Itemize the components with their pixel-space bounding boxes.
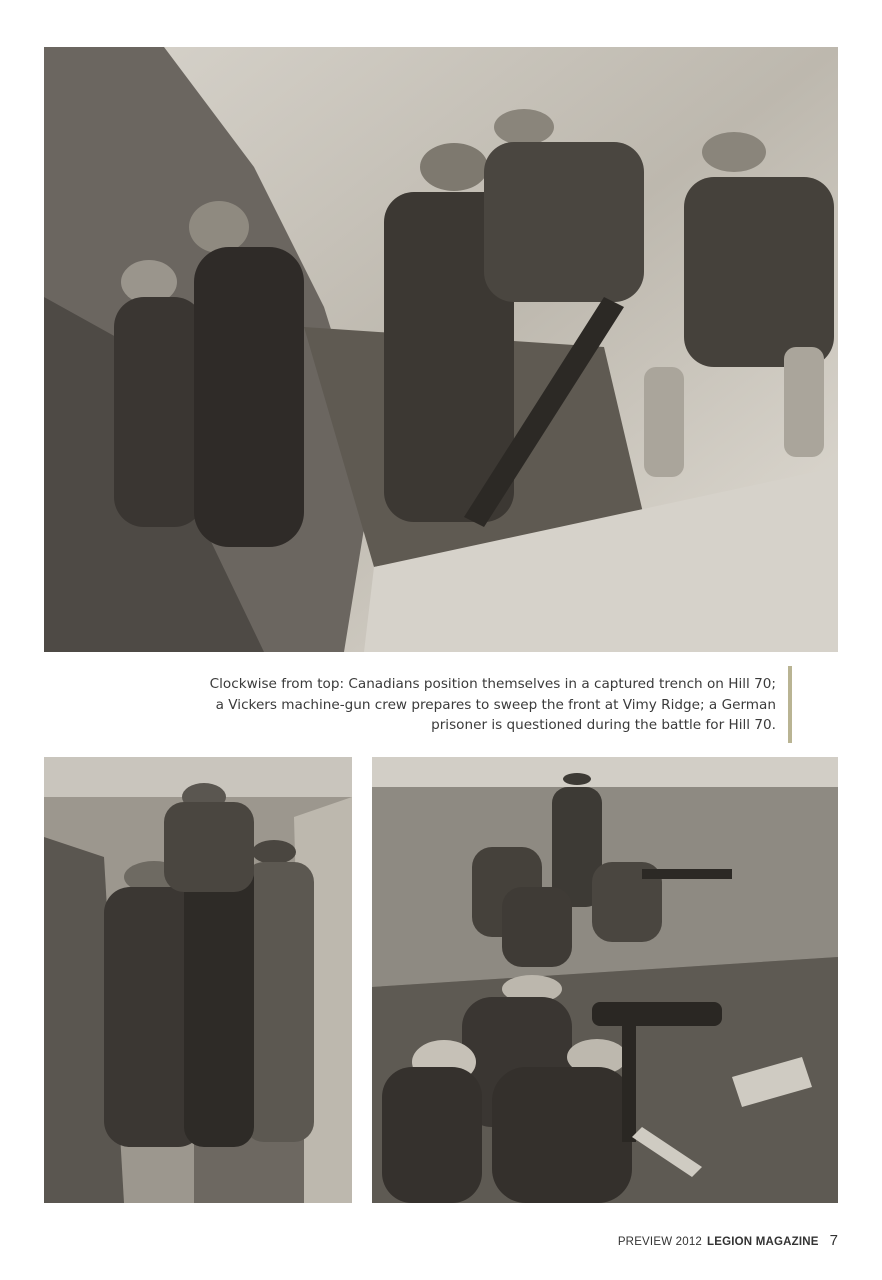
photo-german-prisoner: [44, 757, 352, 1203]
photo-vickers-crew: [372, 757, 838, 1203]
photo-trench-hill-70-image: [44, 47, 838, 652]
page-number: 7: [829, 1232, 838, 1249]
photo-caption: [150, 674, 776, 736]
caption-accent-bar: [788, 666, 792, 743]
photo-trench-hill-70: [44, 47, 838, 652]
caption-line-3: prisoner is questioned during the battle for Hill 70.: [431, 717, 776, 733]
page-footer: [618, 1232, 838, 1249]
footer-issue: PREVIEW 2012: [617, 1236, 703, 1248]
caption-line-2: a Vickers machine-gun crew prepares to sweep the front at Vimy Ridge; a German: [215, 696, 776, 713]
footer-magazine-name: LEGION MAGAZINE: [707, 1236, 819, 1248]
caption-line-1: Clockwise from top: Canadians position themselves in a captured trench on Hill 70;: [209, 676, 776, 692]
photo-german-prisoner-image: [44, 757, 352, 1203]
photo-vickers-crew-image: [372, 757, 838, 1203]
